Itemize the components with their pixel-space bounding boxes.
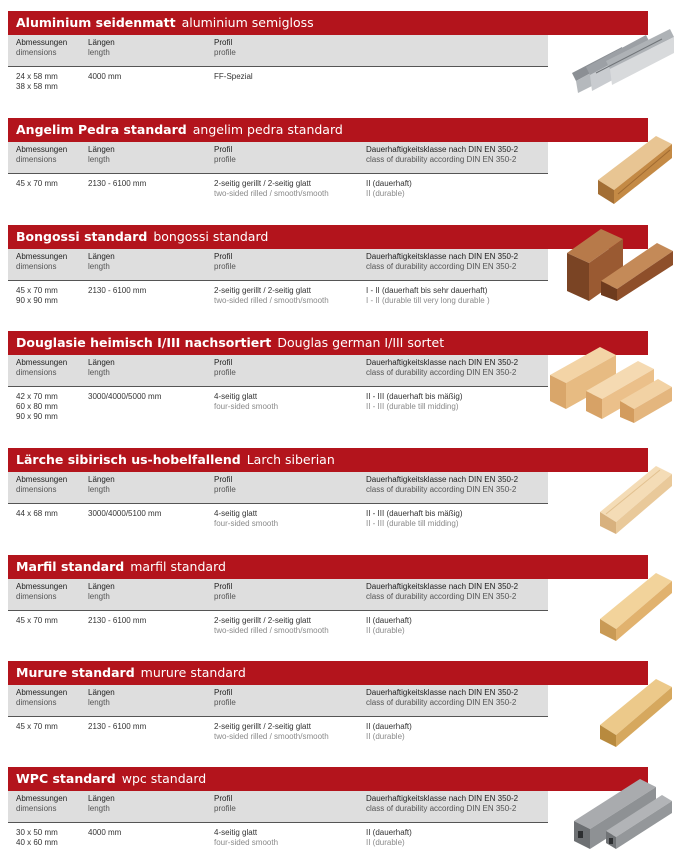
durability-value-en: II - III (durable till midding)	[366, 402, 459, 411]
header-profile-en: profile	[214, 592, 236, 601]
header-durability-de: Dauerhaftigkeitsklasse nach DIN EN 350-2	[366, 794, 519, 803]
title-en: aluminium semigloss	[181, 15, 314, 30]
header-length-de: Längen	[88, 252, 115, 261]
header-profile-en: profile	[214, 155, 236, 164]
dimension-value: 60 x 80 mm	[16, 402, 58, 411]
header-profile-de: Profil	[214, 358, 233, 367]
header-dimensions-en: dimensions	[16, 804, 57, 813]
header-dimensions-de: Abmessungen	[16, 794, 68, 803]
header-durability-en: class of durability according DIN EN 350-2	[366, 155, 517, 164]
section-title-bar	[8, 225, 648, 249]
header-durability-de: Dauerhaftigkeitsklasse nach DIN EN 350-2	[366, 358, 519, 367]
dimension-value: 24 x 58 mm	[16, 72, 58, 81]
title-de: Lärche sibirisch us-hobelfallend	[16, 452, 241, 467]
dimension-value: 44 x 68 mm	[16, 509, 58, 518]
header-durability-de: Dauerhaftigkeitsklasse nach DIN EN 350-2	[366, 475, 519, 484]
title-en: murure standard	[140, 665, 246, 680]
larch-plank-image	[598, 456, 674, 536]
divider	[8, 386, 548, 387]
length-value: 3000/4000/5100 mm	[88, 509, 162, 518]
profile-value-de: 2-seitig gerillt / 2-seitig glatt	[214, 286, 311, 295]
title-de: WPC standard	[16, 771, 116, 786]
header-dimensions-de: Abmessungen	[16, 145, 68, 154]
wpc-profile-image	[570, 773, 674, 851]
durability-value-de: II (dauerhaft)	[366, 828, 412, 837]
profile-value-de: FF-Spezial	[214, 72, 253, 81]
header-dimensions-en: dimensions	[16, 698, 57, 707]
dimension-value: 90 x 90 mm	[16, 296, 58, 305]
product-section	[8, 11, 666, 101]
durability-value-en: II - III (durable till midding)	[366, 519, 459, 528]
section-title-bar	[8, 118, 648, 142]
durability-value-de: I - II (dauerhaft bis sehr dauerhaft)	[366, 286, 488, 295]
profile-value-en: four-sided smooth	[214, 519, 279, 528]
profile-value-en: two-sided rilled / smooth/smooth	[214, 626, 329, 635]
header-profile-de: Profil	[214, 582, 233, 591]
dimension-value: 45 x 70 mm	[16, 286, 58, 295]
header-dimensions-en: dimensions	[16, 262, 57, 271]
header-durability-de: Dauerhaftigkeitsklasse nach DIN EN 350-2	[366, 688, 519, 697]
header-dimensions-de: Abmessungen	[16, 38, 68, 47]
dark-wood-beams-image	[561, 221, 676, 303]
header-durability-en: class of durability according DIN EN 350-2	[366, 698, 517, 707]
header-length-de: Längen	[88, 38, 115, 47]
header-durability-en: class of durability according DIN EN 350-2	[366, 262, 517, 271]
product-section	[8, 555, 666, 635]
dimension-value: 45 x 70 mm	[16, 616, 58, 625]
header-length-en: length	[88, 155, 110, 164]
title-de: Aluminium seidenmatt	[16, 15, 176, 30]
length-value: 3000/4000/5000 mm	[88, 392, 162, 401]
dimension-value: 45 x 70 mm	[16, 722, 58, 731]
length-value: 2130 - 6100 mm	[88, 286, 147, 295]
divider	[8, 503, 548, 504]
header-profile-de: Profil	[214, 252, 233, 261]
dimension-value: 40 x 60 mm	[16, 838, 58, 847]
header-length-de: Längen	[88, 145, 115, 154]
durability-value-en: II (durable)	[366, 838, 405, 847]
dimension-value: 38 x 58 mm	[16, 82, 58, 91]
durability-value-de: II - III (dauerhaft bis mäßig)	[366, 509, 463, 518]
header-durability-en: class of durability according DIN EN 350-2	[366, 592, 517, 601]
durability-value-en: I - II (durable till very long durable )	[366, 296, 490, 305]
dimension-value: 30 x 50 mm	[16, 828, 58, 837]
header-dimensions-de: Abmessungen	[16, 582, 68, 591]
divider	[8, 822, 548, 823]
header-length-en: length	[88, 48, 110, 57]
header-profile-en: profile	[214, 48, 236, 57]
divider	[8, 66, 548, 67]
murure-plank-image	[598, 669, 674, 749]
length-value: 4000 mm	[88, 828, 122, 837]
profile-value-de: 2-seitig gerillt / 2-seitig glatt	[214, 616, 311, 625]
light-wood-beams-image	[546, 339, 676, 425]
header-profile-de: Profil	[214, 145, 233, 154]
header-length-de: Längen	[88, 582, 115, 591]
header-durability-de: Dauerhaftigkeitsklasse nach DIN EN 350-2	[366, 582, 519, 591]
divider	[8, 610, 548, 611]
profile-value-de: 4-seitig glatt	[214, 392, 258, 401]
dimension-value: 90 x 90 mm	[16, 412, 58, 421]
durability-value-en: II (durable)	[366, 189, 405, 198]
title-en: marfil standard	[130, 559, 226, 574]
header-durability-de: Dauerhaftigkeitsklasse nach DIN EN 350-2	[366, 145, 519, 154]
title-en: angelim pedra standard	[192, 122, 343, 137]
durability-value-en: II (durable)	[366, 732, 405, 741]
profile-value-en: two-sided rilled / smooth/smooth	[214, 296, 329, 305]
product-section	[8, 448, 666, 528]
header-dimensions-en: dimensions	[16, 155, 57, 164]
header-length-en: length	[88, 262, 110, 271]
header-length-de: Längen	[88, 688, 115, 697]
header-dimensions-de: Abmessungen	[16, 688, 68, 697]
marfil-plank-image	[598, 563, 674, 643]
length-value: 2130 - 6100 mm	[88, 616, 147, 625]
profile-value-de: 4-seitig glatt	[214, 509, 258, 518]
header-length-de: Längen	[88, 358, 115, 367]
header-durability-en: class of durability according DIN EN 350-2	[366, 804, 517, 813]
header-profile-de: Profil	[214, 688, 233, 697]
product-section	[8, 661, 666, 741]
product-section	[8, 331, 666, 426]
section-title-bar	[8, 11, 648, 35]
profile-value-de: 2-seitig gerillt / 2-seitig glatt	[214, 179, 311, 188]
product-section	[8, 118, 666, 208]
durability-value-de: II (dauerhaft)	[366, 616, 412, 625]
dimension-value: 45 x 70 mm	[16, 179, 58, 188]
header-length-de: Längen	[88, 475, 115, 484]
divider	[8, 173, 548, 174]
product-section	[8, 225, 666, 315]
profile-value-en: two-sided rilled / smooth/smooth	[214, 732, 329, 741]
divider	[8, 716, 548, 717]
header-dimensions-en: dimensions	[16, 48, 57, 57]
header-profile-de: Profil	[214, 475, 233, 484]
aluminium-profile-image	[566, 25, 676, 93]
durability-value-de: II - III (dauerhaft bis mäßig)	[366, 392, 463, 401]
header-profile-en: profile	[214, 368, 236, 377]
header-dimensions-de: Abmessungen	[16, 475, 68, 484]
title-en: wpc standard	[121, 771, 207, 786]
header-length-en: length	[88, 698, 110, 707]
title-de: Angelim Pedra standard	[16, 122, 187, 137]
durability-value-de: II (dauerhaft)	[366, 179, 412, 188]
title-de: Bongossi standard	[16, 229, 148, 244]
profile-value-en: two-sided rilled / smooth/smooth	[214, 189, 329, 198]
profile-value-en: four-sided smooth	[214, 838, 279, 847]
header-length-en: length	[88, 804, 110, 813]
profile-value-de: 2-seitig gerillt / 2-seitig glatt	[214, 722, 311, 731]
header-dimensions-de: Abmessungen	[16, 252, 68, 261]
section-title-bar	[8, 661, 648, 685]
profile-value-de: 4-seitig glatt	[214, 828, 258, 837]
length-value: 2130 - 6100 mm	[88, 179, 147, 188]
title-de: Murure standard	[16, 665, 135, 680]
header-dimensions-de: Abmessungen	[16, 358, 68, 367]
product-section	[8, 767, 666, 852]
header-profile-de: Profil	[214, 794, 233, 803]
section-title-bar	[8, 767, 648, 791]
header-length-en: length	[88, 368, 110, 377]
header-length-de: Längen	[88, 794, 115, 803]
durability-value-en: II (durable)	[366, 626, 405, 635]
header-profile-en: profile	[214, 262, 236, 271]
title-en: Larch siberian	[246, 452, 335, 467]
header-length-en: length	[88, 485, 110, 494]
header-durability-en: class of durability according DIN EN 350-2	[366, 368, 517, 377]
wood-plank-image	[596, 128, 674, 206]
title-en: bongossi standard	[153, 229, 269, 244]
profile-value-en: four-sided smooth	[214, 402, 279, 411]
title-de: Douglasie heimisch I/III nachsortiert	[16, 335, 272, 350]
length-value: 4000 mm	[88, 72, 122, 81]
section-title-bar	[8, 555, 648, 579]
header-durability-de: Dauerhaftigkeitsklasse nach DIN EN 350-2	[366, 252, 519, 261]
header-profile-en: profile	[214, 804, 236, 813]
header-dimensions-en: dimensions	[16, 368, 57, 377]
header-dimensions-en: dimensions	[16, 485, 57, 494]
header-profile-en: profile	[214, 485, 236, 494]
dimension-value: 42 x 70 mm	[16, 392, 58, 401]
header-durability-en: class of durability according DIN EN 350-2	[366, 485, 517, 494]
durability-value-de: II (dauerhaft)	[366, 722, 412, 731]
header-profile-de: Profil	[214, 38, 233, 47]
title-en: Douglas german I/III sortet	[277, 335, 445, 350]
header-dimensions-en: dimensions	[16, 592, 57, 601]
section-title-bar	[8, 448, 648, 472]
length-value: 2130 - 6100 mm	[88, 722, 147, 731]
divider	[8, 280, 548, 281]
header-length-en: length	[88, 592, 110, 601]
title-de: Marfil standard	[16, 559, 125, 574]
header-profile-en: profile	[214, 698, 236, 707]
